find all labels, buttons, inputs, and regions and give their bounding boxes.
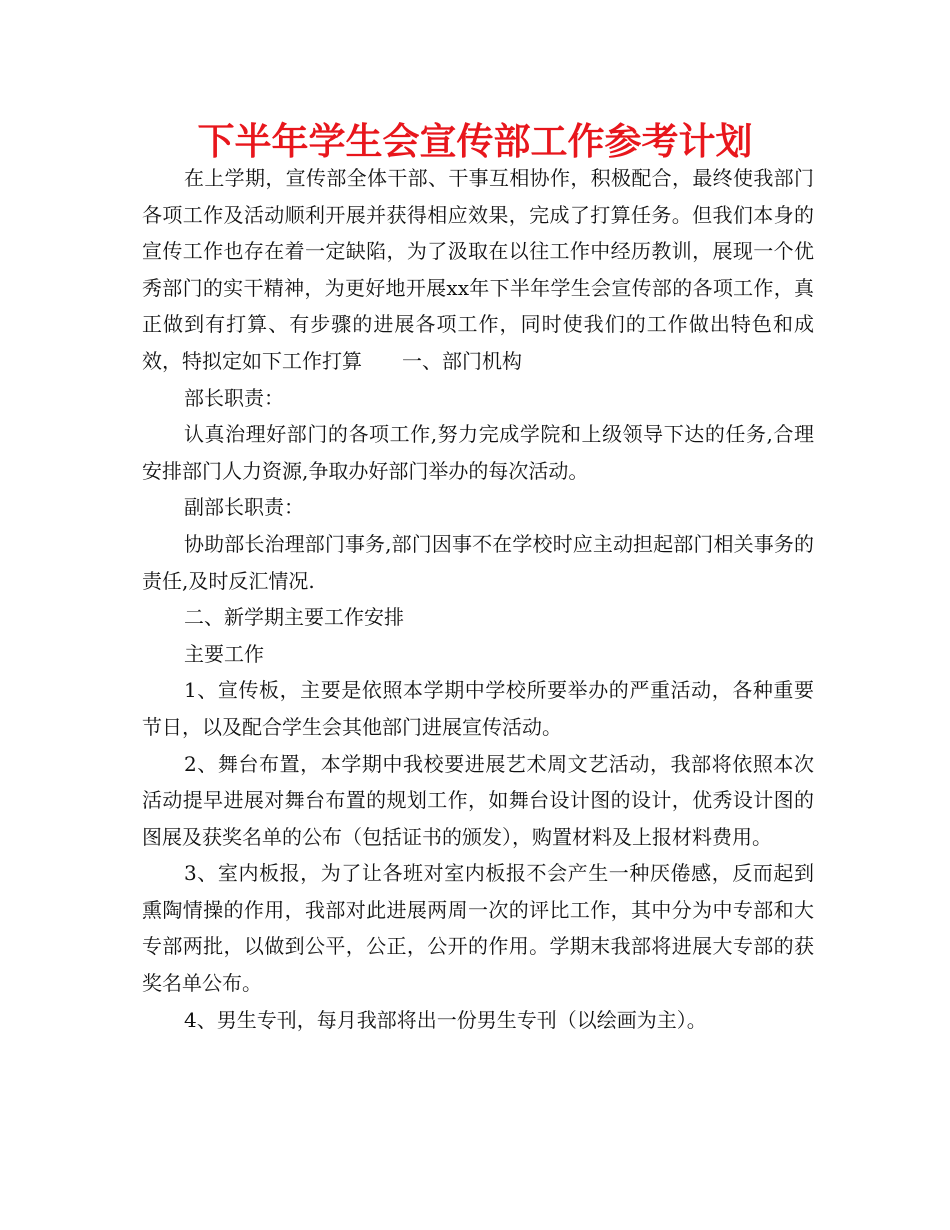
paragraph-vice-minister-duties: 协助部长治理部门事务,部门因事不在学校时应主动担起部门相关事务的责任,及时反汇情况. [142,531,814,593]
paragraph-minister-duties: 认真治理好部门的各项工作,努力完成学院和上级领导下达的任务,合理安排部门人力资源,争取办好部门举办的每次活动。 [142,422,814,483]
paragraph-item-3: 3、室内板报，为了让各班对室内板报不会产生一种厌倦感，反而起到熏陶情操的作用，我部对此进展两周一次的评比工作，其中分为中专部和大专部两批，以做到公平，公正，公开的作用。学期末我部将进展大专部的获奖名单公布。 [142,861,814,996]
page-title: 下半年学生会宣传部工作参考计划 [197,120,753,163]
paragraph-item-1: 1、宣传板，主要是依照本学期中学校所要举办的严重活动，各种重要节日，以及配合学生会其他部门进展宣传活动。 [142,678,814,739]
paragraph-item-2: 2、舞台布置，本学期中我校要进展艺术周文艺活动，我部将依照本次活动提早进展对舞台布置的规划工作，如舞台设计图的设计，优秀设计图的图展及获奖名单的公布（包括证书的颁发），购置材料及上报材料费用。 [142,751,814,849]
paragraph-intro: 在上学期，宣传部全体干部、干事互相协作，积极配合，最终使我部门各项工作及活动顺利开展并获得相应效果，完成了打算任务。但我们本身的宣传工作也存在着一定缺陷，为了汲取在以往工作中经历教训，展现一个优秀部门的实干精神，为更好地开展xx年下半年学生会宣传部的各项工作，真正做到有打算、有步骤的进展各项工作，同时使我们的工作做出特色和成效，特拟定如下工作打算 一、部门机构 [142,166,814,373]
paragraph-minister-duties-heading: 部长职责： [184,385,284,410]
paragraph-main-work-heading: 主要工作 [184,641,264,666]
document-body [142,160,814,1038]
paragraph-section-two-heading: 二、新学期主要工作安排 [184,605,404,630]
paragraph-vice-minister-duties-heading: 副部长职责： [184,495,304,520]
paragraph-item-4: 4、男生专刊，每月我部将出一份男生专刊（以绘画为主）。 [184,1007,707,1032]
